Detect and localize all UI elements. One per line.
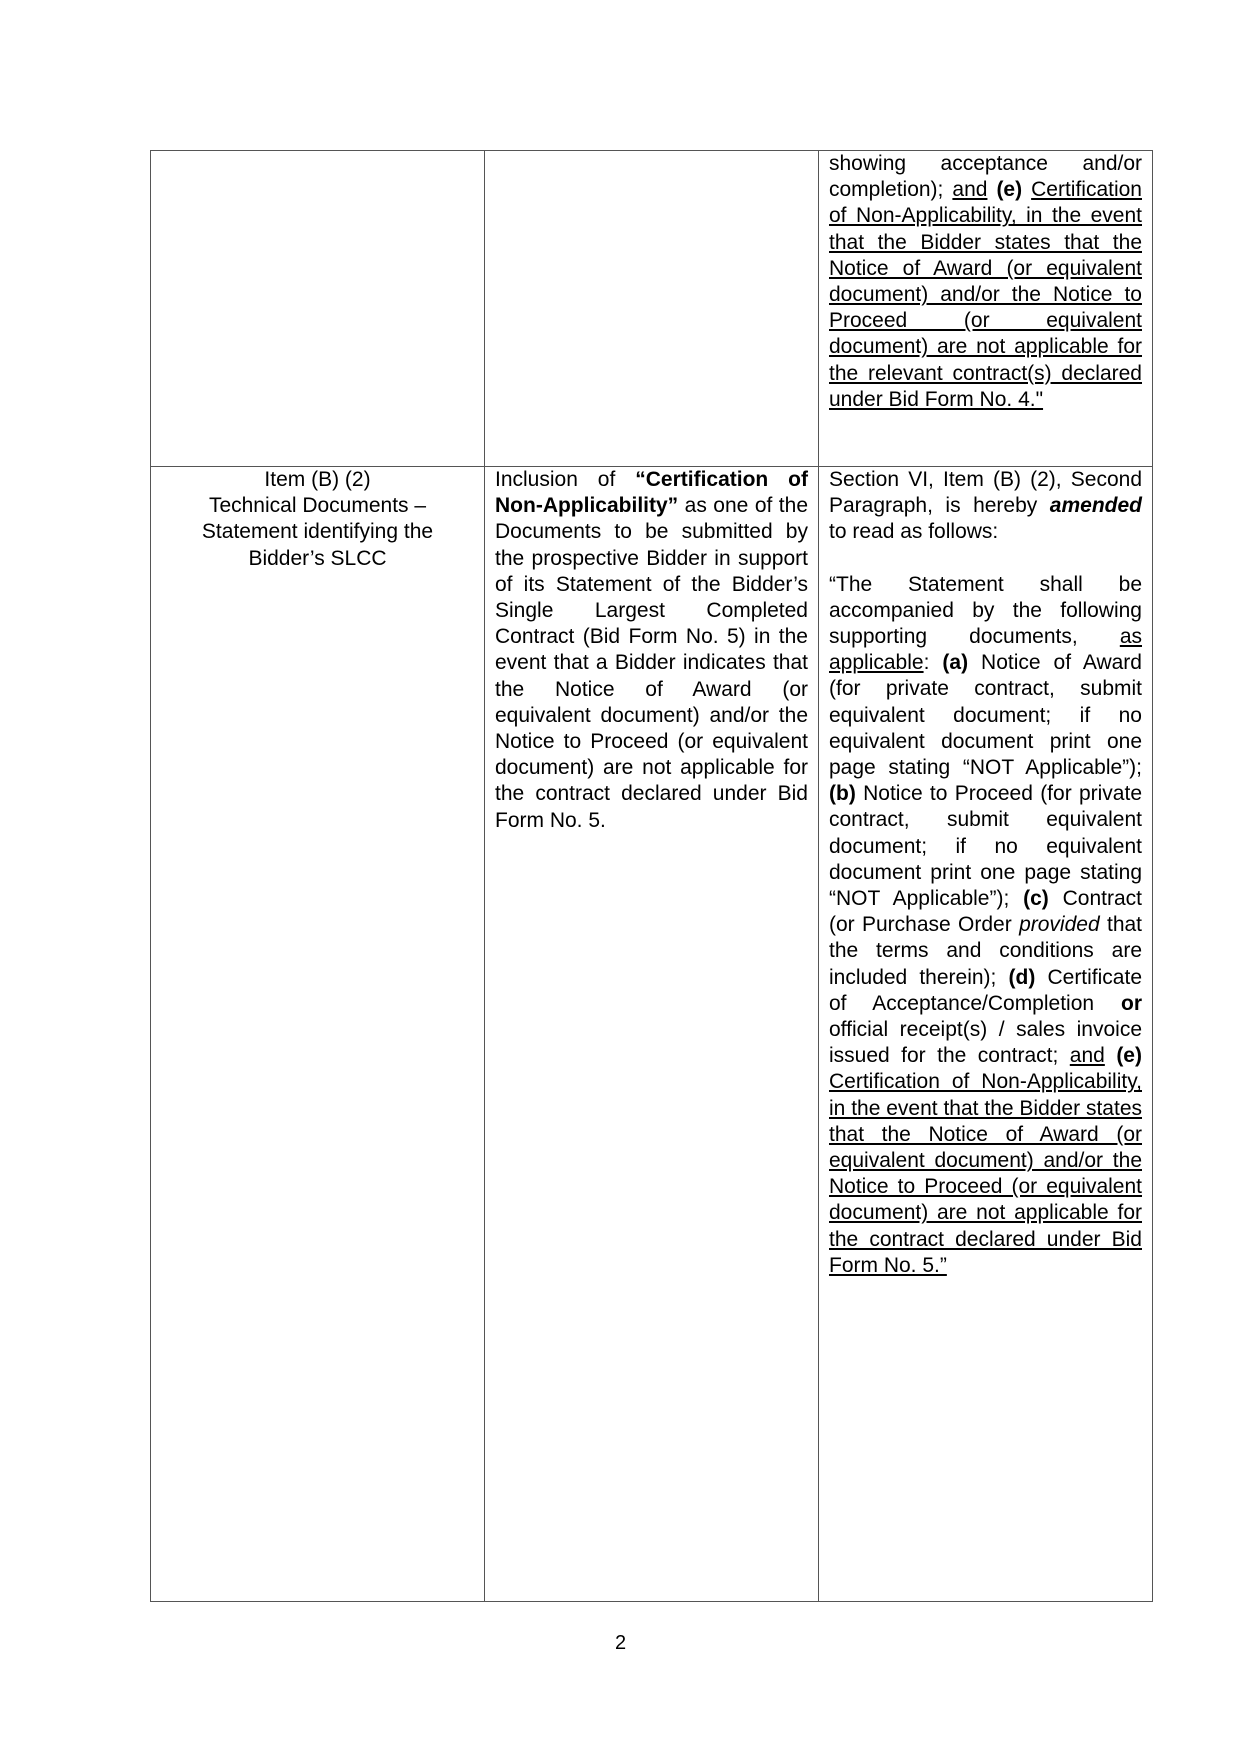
- table-row: [151, 467, 1153, 1602]
- page-number: 2: [614, 1632, 627, 1654]
- cell-amendment: [485, 467, 819, 1602]
- revised-text-paragraph: showing acceptance and/or completion); and (e) Certification of Non-Applicability, in the event that the Bidder states that the Notice of Award (or equivalent document) and/or the Notice to Proceed (or equivalent document) are not applicable for the relevant contract(s) declared under Bid Form No. 4.": [829, 152, 1142, 411]
- cell-item: [151, 151, 485, 467]
- item-label: Bidder’s SLCC: [248, 546, 387, 570]
- item-label: Technical Documents –: [208, 494, 427, 518]
- cell-amendment: [485, 151, 819, 467]
- cell-revised-text: [819, 151, 1153, 467]
- amendment-table: [150, 150, 1153, 1602]
- cell-item: [151, 467, 485, 1602]
- table-row: [151, 151, 1153, 467]
- revised-text-paragraph: Section VI, Item (B) (2), Second Paragraph, is hereby amended to read as follows:: [829, 468, 1142, 544]
- revised-text-paragraph: “The Statement shall be accompanied by the following supporting documents, as applicable: (a) Notice of Award (for private contract, submit equivalent document; if no equivalent document print one page stating “NOT Applicable”); (b) Notice to Proceed (for private contract, submit equivalent document; if no equivalent document print one page stating “NOT Applicable”); (c) Contract (or Purchase Order provided that the terms and conditions are included therein); (d) Certificate of Acceptance/Completion or official receipt(s) / sales invoice issued for the contract; and (e) Certification of Non-Applicability, in the event that the Bidder states that the Notice of Award (or equivalent document) and/or the Notice to Proceed (or equivalent document) are not applicable for the contract declared under Bid Form No. 5.”: [829, 572, 1143, 1277]
- cell-revised-text: [819, 467, 1153, 1602]
- item-label: Item (B) (2): [264, 468, 371, 491]
- amendment-description: Inclusion of “Certification of Non-Applicability” as one of the Documents to be submitted by the prospective Bidder in support of its Statement of the Bidder’s Single Largest Completed Contract (Bid Form No. 5) in the event that a Bidder indicates that the Notice of Award (or equivalent document) and/or the Notice to Proceed (or equivalent document) are not applicable for the contract declared under Bid Form No. 5.: [495, 468, 809, 832]
- item-label: Statement identifying the: [201, 520, 434, 544]
